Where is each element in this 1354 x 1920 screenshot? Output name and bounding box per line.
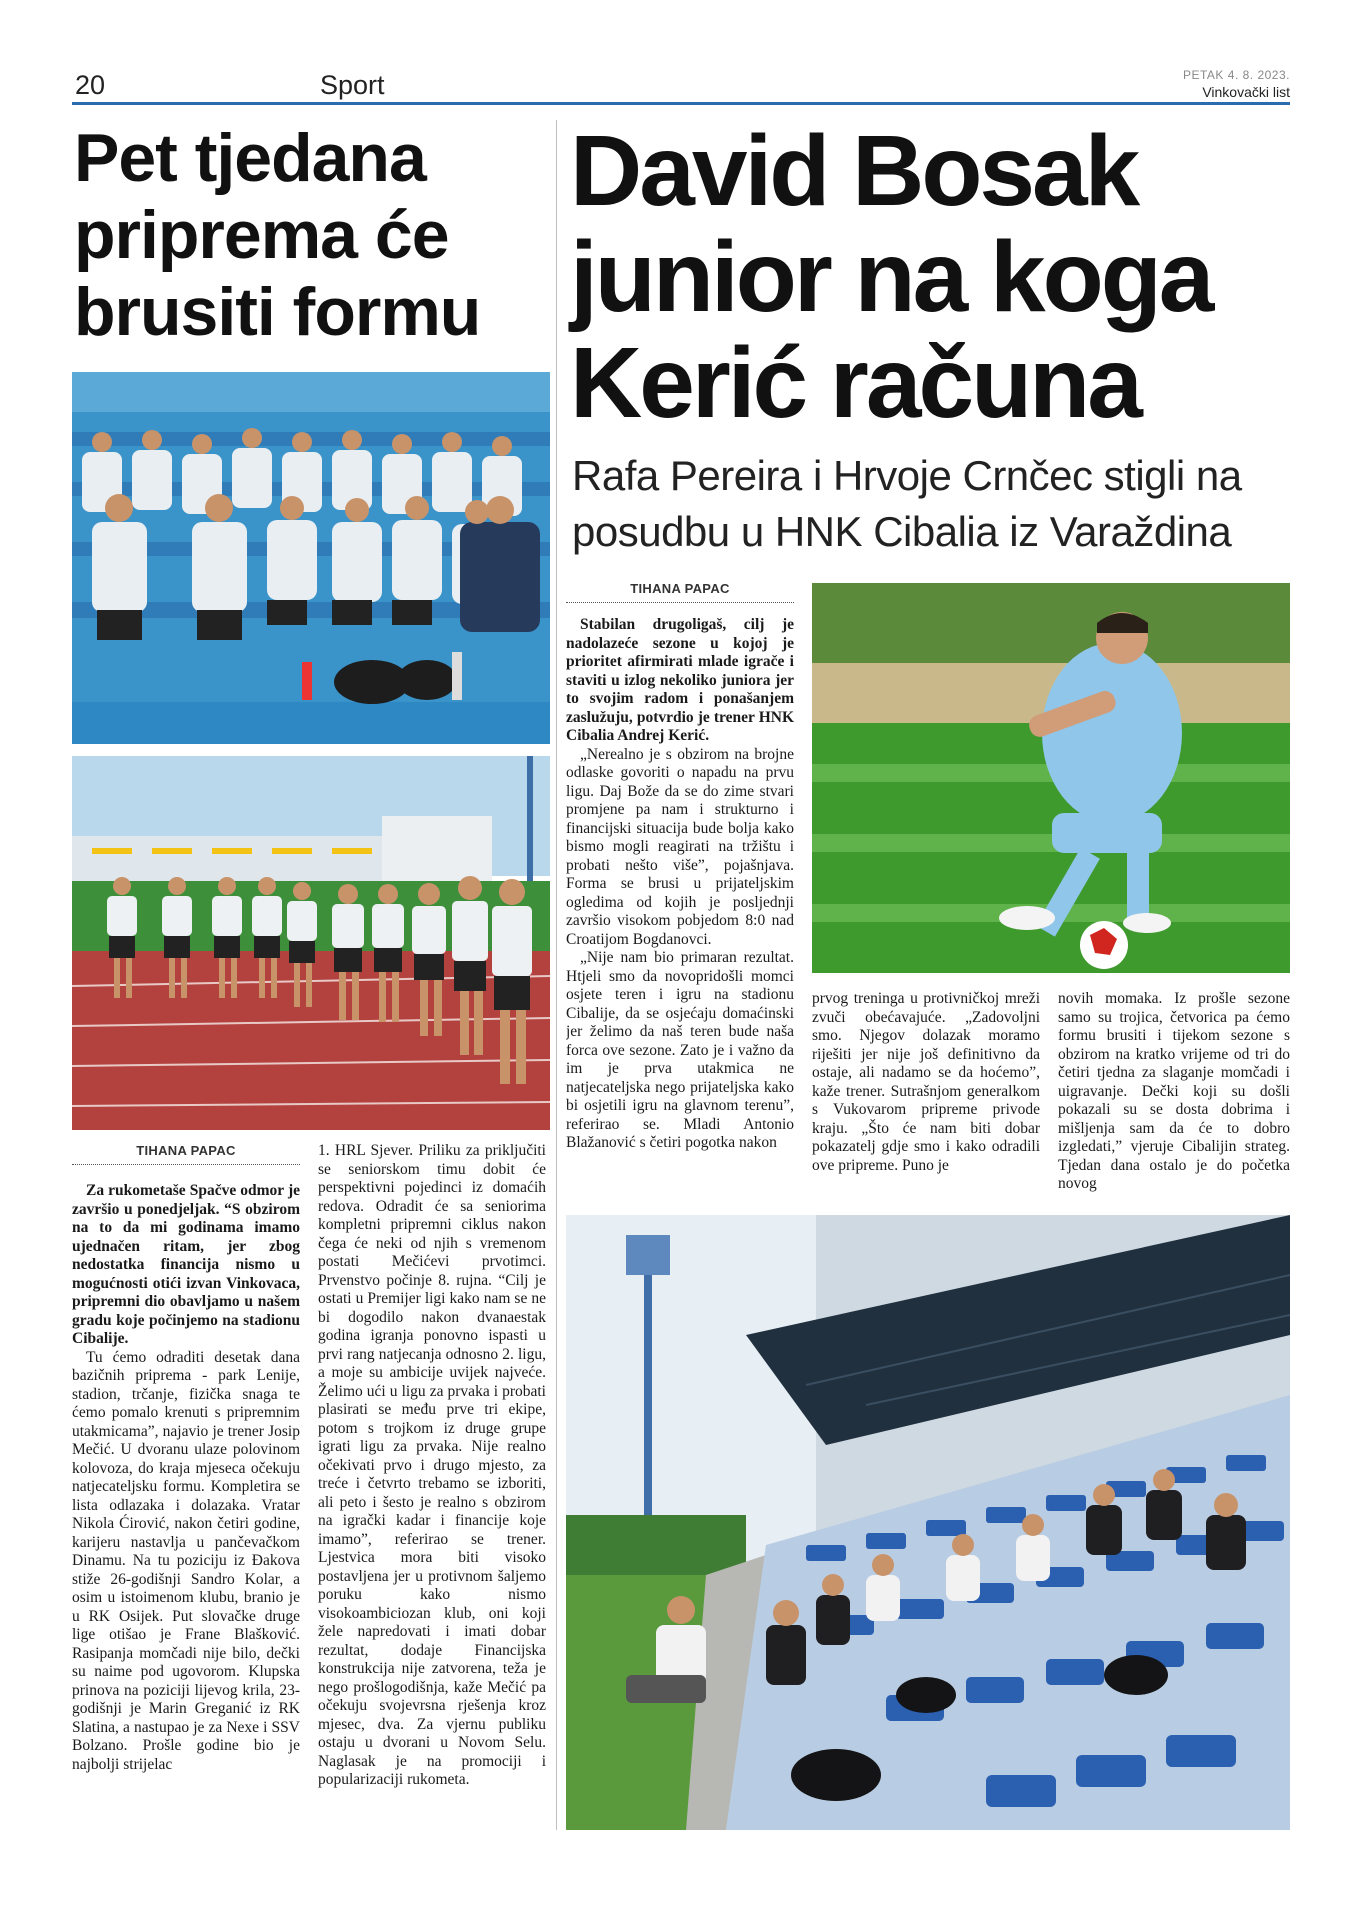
right-article-column-1	[566, 616, 794, 1186]
left-article-col2-paragraph: 1. HRL Sjever. Priliku za priključiti se seniorskom timu dobit će perspektivni pojedinci iz domaćih redova. Odradit će sa seniorima kompletni pripremni ciklus nakon čega će neki od njih s vremenom postati Mečićevi prvotimci. Prvenstvo počinje 8. rujna. “Cilj je ostati u Premijer ligi kako nam se ne bi dogodilo nakon dvanaestak godina igranja ponovno ispasti u prvi rang natjecanja odnosno 2. ligu, a moje su ambicije uvijek najveće. Želimo ući u ligu za prvaka i probati plasirati se među prve tri ekipe, potom s trojkom iz druge grupe igrati ligu za prvaka. Nije realno očekivati prvo i drugo mjesto, za treće i četvrto trebamo se izboriti, ali peto i šesto je realno s obzirom na igrački kadar i financije koje imamo”, referirao se trener. Ljestvica mora biti visoko postavljena jer u protivnom šaljemo poruku kako nismo visokoambiciozan klub, oni koji žele napredovati i imati dobar rezultat, dodaje Financijska konstrukcija nije zatvorena, teža je nego prošlogodišnja, kaže Mečić pa očekuju svojevrsna rješenja kroz mjesec, dva. Za vjernu publiku ostaju u dvorani u Novom Selu. Naglasak je na promociji i popularizaciji rukometa.	[318, 1142, 546, 1788]
section-name: Sport	[320, 70, 385, 100]
left-article-headline: Pet tjedana priprema će brusiti formu	[74, 120, 481, 350]
right-article-column-2	[812, 990, 1040, 1200]
right-article-lead: Stabilan drugoligaš, cilj je nadolazeće sezone u kojoj je prioritet afirmirati mlade igrače i staviti u izlog nekoliko juniora jer to svojim radom i ponašanjem zaslužuju, potvrdio je trener HNK Cibalia Andrej Kerić.	[566, 616, 794, 744]
left-article-col1-paragraph: Tu ćemo odraditi desetak dana bazičnih priprema - park Lenije, stadion, trčanje, fizička snaga te ćemo pomalo krenuti s pripremnim utakmicama”, najavio je trener Josip Mečić. U dvoranu ulaze polovinom kolovoza, do kraja mjeseca očekuju natjecateljsku formu. Kompletira se lista odlazaka i dolazaka. Vratar Nikola Ćirović, nakon četiri godine, karijeru nastavlja u pančevačkom Dinamu. Na tu poziciju iz Đakova stiže 26-godišnji Sandro Kolar, a osim u istoimenom klubu, branio je u RK Osijek. Put slovačke druge lige otišao je Frane Blašković. Rasipanja momčadi nije bilo, dečki su naime pod ugovorom. Klupska prinova na poziciji lijevog krila, 23-godišnji je Marin Greganić iz RK Slatina, a nastupao je za Nexe i SSV Bolzano. Prošle godine bio je najbolji strijelac	[72, 1348, 300, 1773]
fans-stadium-photo	[566, 1215, 1290, 1830]
right-article-col3-paragraph: novih momaka. Iz prošle sezone samo su trojica, četvorica pa ćemo formu brusiti i tijekom sezone s obzirom na kratko vrijeme od tri do četiri tjedna za slaganje momčadi i uigravanje. Dečki koji su došli pokazali su se dosta dobrima i mišljenja sam da će to dobro izgledati,” vjeruje Cibalijin strateg. Tjedan dana ostalo je do početka novog	[1058, 990, 1290, 1192]
left-article-column-1	[72, 1182, 300, 1832]
header-rule	[72, 102, 1290, 105]
left-article-lead: Za rukometaše Spačve odmor je završio u ponedjeljak. “S obzirom na to da mi godinama imamo ujednačen ritam, jer zbog nedostatka financija nismo u mogućnosti otići izvan Vinkovaca, pripremni dio obavljamo u našem gradu koje počinjemo na stadionu Cibalije.	[72, 1182, 300, 1347]
left-article-column-2	[318, 1142, 546, 1832]
left-article-byline: TIHANA PAPAC	[72, 1143, 300, 1165]
paper-name: Vinkovački list	[1202, 84, 1290, 100]
right-article-col1-paragraph-2: „Nije nam bio primaran rezultat. Htjeli smo da novopridošli momci osjete teren i igru na stadionu Cibalije, da se osjećaju domaćinski jer želimo da naš teren bude naša forca ove sezone. Zato je i važno da im je prva utakmica ne natjecateljska nego prijateljska kako bi osjetili igru na glavnom terenu”, referirao se. Mladi Antonio Blažanović s četiri pogotka nakon	[566, 949, 794, 1151]
issue-date: PETAK 4. 8. 2023.	[1182, 68, 1290, 82]
page-number: 20	[75, 70, 106, 100]
right-article-subheadline: Rafa Pereira i Hrvoje Crnčec stigli na posudbu u HNK Cibalia iz Varaždina	[572, 452, 1242, 555]
football-player-photo	[812, 583, 1290, 973]
right-article-column-3	[1058, 990, 1290, 1200]
right-article-byline: TIHANA PAPAC	[566, 581, 794, 603]
column-divider	[556, 120, 557, 1830]
team-photo-seated	[72, 372, 550, 744]
right-article-col2-paragraph: prvog treninga u protivničkoj mreži zvuči obećavajuće. „Zadovoljni smo. Njegov dolazak moramo riješiti jer nije još definitivno da ostaje, ali nadamo se da hoćemo”, kaže trener. Sutrašnjom generalkom s Vukovarom pripreme privode kraju. „Što će nam biti dobar pokazatelj gdje smo i kako odradili ove pripreme. Puno je	[812, 990, 1040, 1174]
right-article-col1-paragraph-1: „Nerealno je s obzirom na brojne odlaske govoriti o napadu na prvu ligu. Daj Bože da se do zime stvari promjene pa nam i strukturno i financijski situacija bude bolja kako bismo mogli reagirati na tržištu i probati nešto više”, pojašnjava. Forma se brusi u prijateljskim ogledima od kojih je posljednji završio visokom pobjedom 8:0 nad Croatijom Bogdanovci.	[566, 745, 794, 948]
right-article-headline: David Bosak junior na koga Kerić računa	[570, 115, 1212, 439]
team-photo-standing	[72, 756, 550, 1130]
